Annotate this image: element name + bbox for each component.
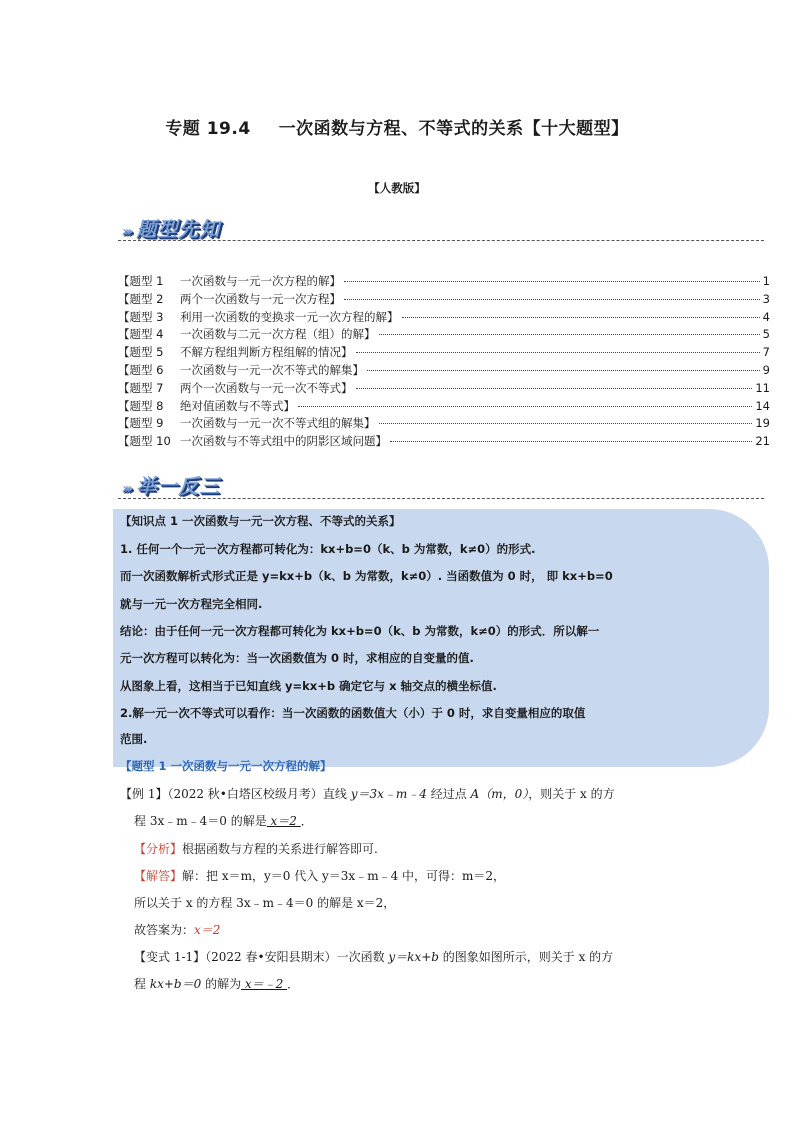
toc-item[interactable]: 【题型 2 两个一次函数与一元一次方程】 3 (118, 291, 770, 306)
toc-item[interactable]: 【题型 8 绝对值函数与不等式】 14 (118, 398, 770, 413)
title-text: 一次函数与方程、不等式的关系【十大题型】 (278, 119, 629, 139)
variant-line2: 程 kx+b＝0 的解为 x＝﹣2 ． (134, 977, 300, 991)
knowledge-line: 就与一元一次方程完全相同. (120, 597, 263, 611)
table-of-contents (118, 273, 770, 451)
page-title (0, 114, 794, 139)
solution-line2: 所以关于 x 的方程 3x﹣m﹣4＝0 的解是 x＝2， (134, 896, 396, 910)
example1-line1: 【例 1】（2022 秋•白塔区校级月考）直线 y＝3x﹣m﹣4 经过点 A（m，0），则关于 x 的方 (120, 787, 615, 801)
knowledge-line: 元一次方程可以转化为：当一次函数值为 0 时，求相应的自变量的值. (120, 651, 474, 665)
knowledge-line: 1. 任何一个一元一次方程都可转化为：kx+b=0（k、b 为常数，k≠0）的形式. (120, 542, 536, 556)
variant-answer: x＝﹣2 (241, 977, 288, 991)
example1-answer: x＝2 (266, 814, 301, 828)
type1-heading: 【题型 1 一次函数与一元一次方程的解】 (120, 759, 332, 773)
solution-label: 【解答】 (134, 869, 183, 883)
toc-item[interactable]: 【题型 7 两个一次函数与一元一次不等式】 11 (118, 380, 770, 395)
edition-label: 【人教版】 (368, 181, 426, 195)
knowledge-line: 2.解一元一次不等式可以看作：当一次函数的函数值大（小）于 0 时，求自变量相应的取值 (120, 706, 586, 720)
knowledge-line: 范围. (120, 732, 148, 746)
solution-line3: 故答案为：x＝2 (134, 923, 221, 937)
section-heading-preview (122, 213, 220, 242)
variant-line1: 【变式 1-1】（2022 春•安阳县期末）一次函数 y＝kx+b 的图象如图所示，则关于 x 的方 (134, 950, 614, 964)
toc-item[interactable]: 【题型 5 不解方程组判断方程组解的情况】 7 (118, 345, 770, 360)
triple-arrow-icon: ››› (122, 224, 131, 240)
example1-line2: 程 3x﹣m﹣4＝0 的解是 x＝2 ． (134, 814, 313, 828)
triple-arrow-icon: ››› (122, 481, 131, 497)
toc-item[interactable]: 【题型 6 一次函数与一元一次不等式的解集】 9 (118, 362, 770, 377)
section-heading-practice (122, 470, 220, 499)
toc-item[interactable]: 【题型 9 一次函数与一元一次不等式组的解集】 19 (118, 416, 770, 431)
knowledge-line: 结论：由于任何一元一次方程都可转化为 kx+b=0（k、b 为常数，k≠0）的形式．所以解一 (120, 624, 600, 638)
section-practice-label: 举一反三 (136, 474, 221, 498)
analysis-line: 【分析】根据函数与方程的关系进行解答即可. (134, 842, 378, 856)
solution-line1: 【解答】解：把 x＝m，y＝0 代入 y＝3x﹣m﹣4 中，可得：m＝2， (134, 869, 506, 883)
section-preview-label: 题型先知 (136, 217, 221, 241)
section-divider (118, 498, 764, 499)
analysis-label: 【分析】 (134, 842, 183, 856)
toc-item[interactable]: 【题型 3 利用一次函数的变换求一元一次方程的解】 4 (118, 309, 770, 324)
title-number: 专题 19.4 (165, 119, 251, 139)
knowledge-heading: 【知识点 1 一次函数与一元一次方程、不等式的关系】 (120, 514, 401, 528)
knowledge-line: 从图象上看，这相当于已知直线 y=kx+b 确定它与 x 轴交点的横坐标值. (120, 679, 497, 693)
toc-item[interactable]: 【题型 10 一次函数与不等式组中的阴影区域问题】 21 (118, 434, 770, 449)
toc-item[interactable]: 【题型 1 一次函数与一元一次方程的解】 1 (118, 274, 770, 288)
toc-item[interactable]: 【题型 4 一次函数与二元一次方程（组）的解】 5 (118, 327, 770, 342)
knowledge-line: 而一次函数解析式形式正是 y=kx+b（k、b 为常数，k≠0）. 当函数值为 0 时， 即 kx+b=0 (120, 569, 613, 583)
section-divider (118, 240, 764, 241)
